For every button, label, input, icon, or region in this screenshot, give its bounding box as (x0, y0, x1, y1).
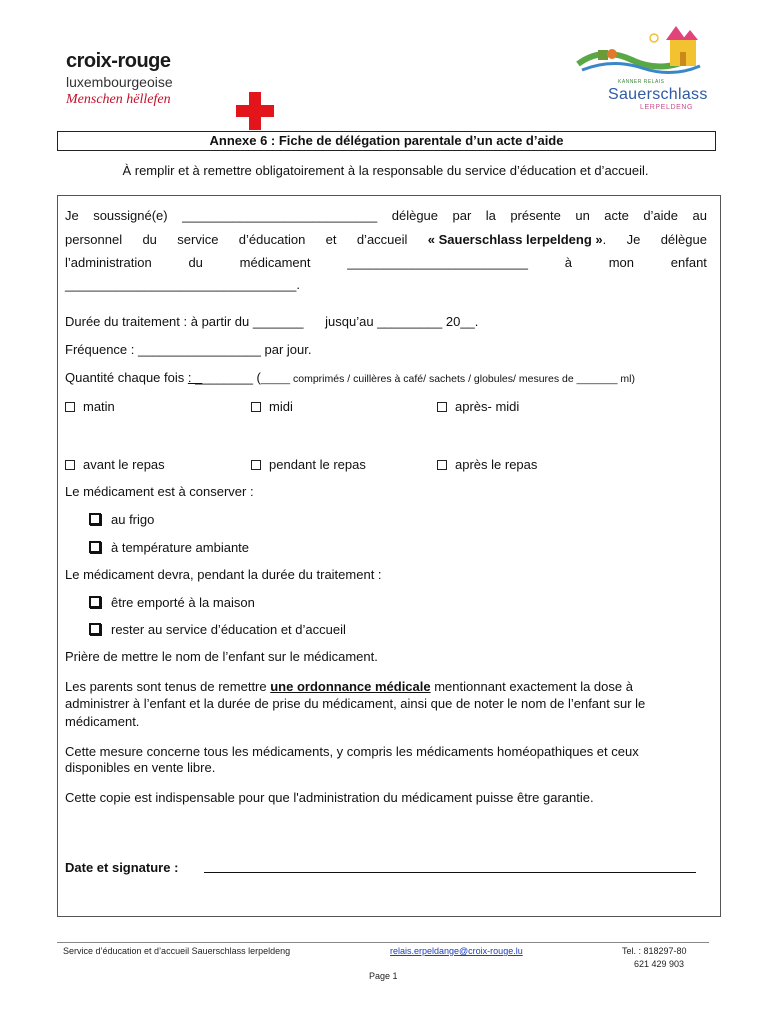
signature-label: Date et signature : (65, 860, 179, 875)
measure-line-1: Cette mesure concerne tous les médicaments, y compris les médicaments homéopathiques et ceux (65, 744, 639, 759)
word: d’éducation (238, 232, 306, 247)
checkbox-label: après- midi (455, 399, 520, 414)
service-name: « Sauerschlass lerpeldeng » (427, 232, 603, 247)
checkbox-apres-repas[interactable] (437, 457, 537, 472)
checkbox-label: pendant le repas (269, 457, 366, 472)
logo-tagline: Menschen hëllefen (66, 92, 171, 107)
quantity-rest: _______ ( (202, 370, 261, 385)
copy-note: Cette copie est indispensable pour que l'administration du médicament puisse être garantie. (65, 790, 594, 805)
word: soussigné(e) (93, 208, 168, 223)
word: du (188, 255, 203, 270)
page-number: Page 1 (369, 971, 398, 981)
prescription-line-2: administrer à l’enfant et la durée de prise du médicament, ainsi que de noter le nom de l’enfant sur le (65, 696, 646, 711)
quantity-units: _____ comprimés / cuillères à café/ sachets / globules/ mesures de _______ ml) (260, 373, 635, 385)
word: la (485, 208, 496, 223)
word: présente (510, 208, 561, 223)
footer-email-link[interactable]: relais.erpeldange@croix-rouge.lu (390, 946, 523, 956)
checkbox-label: matin (83, 399, 115, 414)
footer-tel: Tel. : 818297-80 (622, 946, 687, 956)
name-blank: ___________________________ (182, 208, 378, 223)
measure-line-2: disponibles en vente libre. (65, 760, 216, 775)
form-box (57, 195, 721, 917)
word: d’accueil (356, 232, 408, 247)
checkbox-icon[interactable] (251, 402, 261, 412)
word: délègue (660, 232, 707, 247)
quantity-blank: : _ (187, 370, 203, 385)
checkbox-icon[interactable] (437, 402, 447, 412)
footer-tel2: 621 429 903 (634, 959, 685, 969)
footer-divider (57, 942, 709, 943)
prescription-line-1 (65, 679, 633, 694)
child-name-blank: ________________________________. (65, 277, 300, 292)
checkbox-rester[interactable] (89, 622, 346, 637)
signature-line[interactable] (204, 872, 696, 873)
red-cross-icon (236, 92, 274, 130)
word: service (177, 232, 219, 247)
word: Je (626, 232, 641, 247)
word: l’administration (65, 255, 152, 270)
during-label: Le médicament devra, pendant la durée du traitement : (65, 567, 382, 582)
checkbox-emporte[interactable] (89, 595, 255, 610)
paragraph-line-3 (65, 255, 707, 270)
word: par (452, 208, 472, 223)
word: d’aide (643, 208, 679, 223)
word: un (575, 208, 590, 223)
frequency-line: Fréquence : _________________ par jour. (65, 342, 312, 357)
checkbox-icon[interactable] (89, 513, 101, 525)
checkbox-icon[interactable] (65, 460, 75, 470)
word: personnel (65, 232, 123, 247)
checkbox-frigo[interactable] (89, 512, 154, 527)
checkbox-icon[interactable] (89, 541, 101, 553)
duration-line: Durée du traitement : à partir du _______ jusqu’au _________ 20__. (65, 314, 479, 329)
footer-service: Service d’éducation et d’accueil Sauerschlass lerpeldeng (63, 946, 291, 956)
checkbox-label: avant le repas (83, 457, 165, 472)
croix-rouge-logo (66, 44, 216, 106)
checkbox-icon[interactable] (89, 596, 101, 608)
checkbox-midi[interactable] (251, 399, 293, 414)
word: au (692, 208, 707, 223)
word: du (142, 232, 157, 247)
paragraph-line-2 (65, 232, 707, 247)
checkbox-temperature[interactable] (89, 540, 249, 555)
storage-label: Le médicament est à conserver : (65, 484, 254, 499)
word: acte (604, 208, 629, 223)
sauerschlass-logo (572, 24, 708, 114)
prescription-emphasis: une ordonnance médicale (270, 679, 431, 694)
logo-line2: luxembourgeoise (66, 74, 173, 90)
castle-illustration-icon (572, 24, 708, 84)
checkbox-label: être emporté à la maison (111, 595, 255, 610)
word: enfant (670, 255, 707, 270)
paragraph-line-1 (65, 208, 707, 223)
word: à (564, 255, 572, 270)
quantity-label: Quantité chaque fois (65, 370, 188, 385)
checkbox-pendant-repas[interactable] (251, 457, 366, 472)
instruction-text: À remplir et à remettre obligatoirement à la responsable du service d’éducation et d’accueil. (122, 163, 649, 178)
checkbox-apres-midi[interactable] (437, 399, 519, 414)
text: mentionnant exactement la dose à (430, 679, 633, 694)
logo-small-text: KANNER RELAIS (618, 79, 665, 85)
word: délègue (391, 208, 439, 223)
checkbox-icon[interactable] (251, 460, 261, 470)
checkbox-label: après le repas (455, 457, 538, 472)
medicament-blank: _________________________ (347, 255, 528, 270)
checkbox-label: midi (269, 399, 293, 414)
checkbox-avant-repas[interactable] (65, 457, 165, 472)
text: Les parents sont tenus de remettre (65, 679, 271, 694)
word: Je (65, 208, 79, 223)
name-note: Prière de mettre le nom de l’enfant sur le médicament. (65, 649, 378, 664)
logo-line1: croix-rouge (66, 50, 171, 72)
word: . (602, 232, 607, 247)
quantity-line (65, 370, 635, 385)
word: et (325, 232, 337, 247)
word: mon (608, 255, 635, 270)
checkbox-icon[interactable] (437, 460, 447, 470)
checkbox-label: à température ambiante (111, 540, 250, 555)
checkbox-label: au frigo (111, 512, 155, 527)
checkbox-icon[interactable] (89, 623, 101, 635)
checkbox-label: rester au service d’éducation et d’accueil (111, 622, 346, 637)
logo-name: Sauerschlass (608, 86, 708, 103)
word: médicament (239, 255, 311, 270)
checkbox-matin[interactable] (65, 399, 115, 414)
page-title: Annexe 6 : Fiche de délégation parentale d’un acte d’aide (57, 131, 716, 151)
prescription-line-3: médicament. (65, 714, 140, 729)
checkbox-icon[interactable] (65, 402, 75, 412)
logo-sub: LERPELDENG (640, 104, 694, 111)
